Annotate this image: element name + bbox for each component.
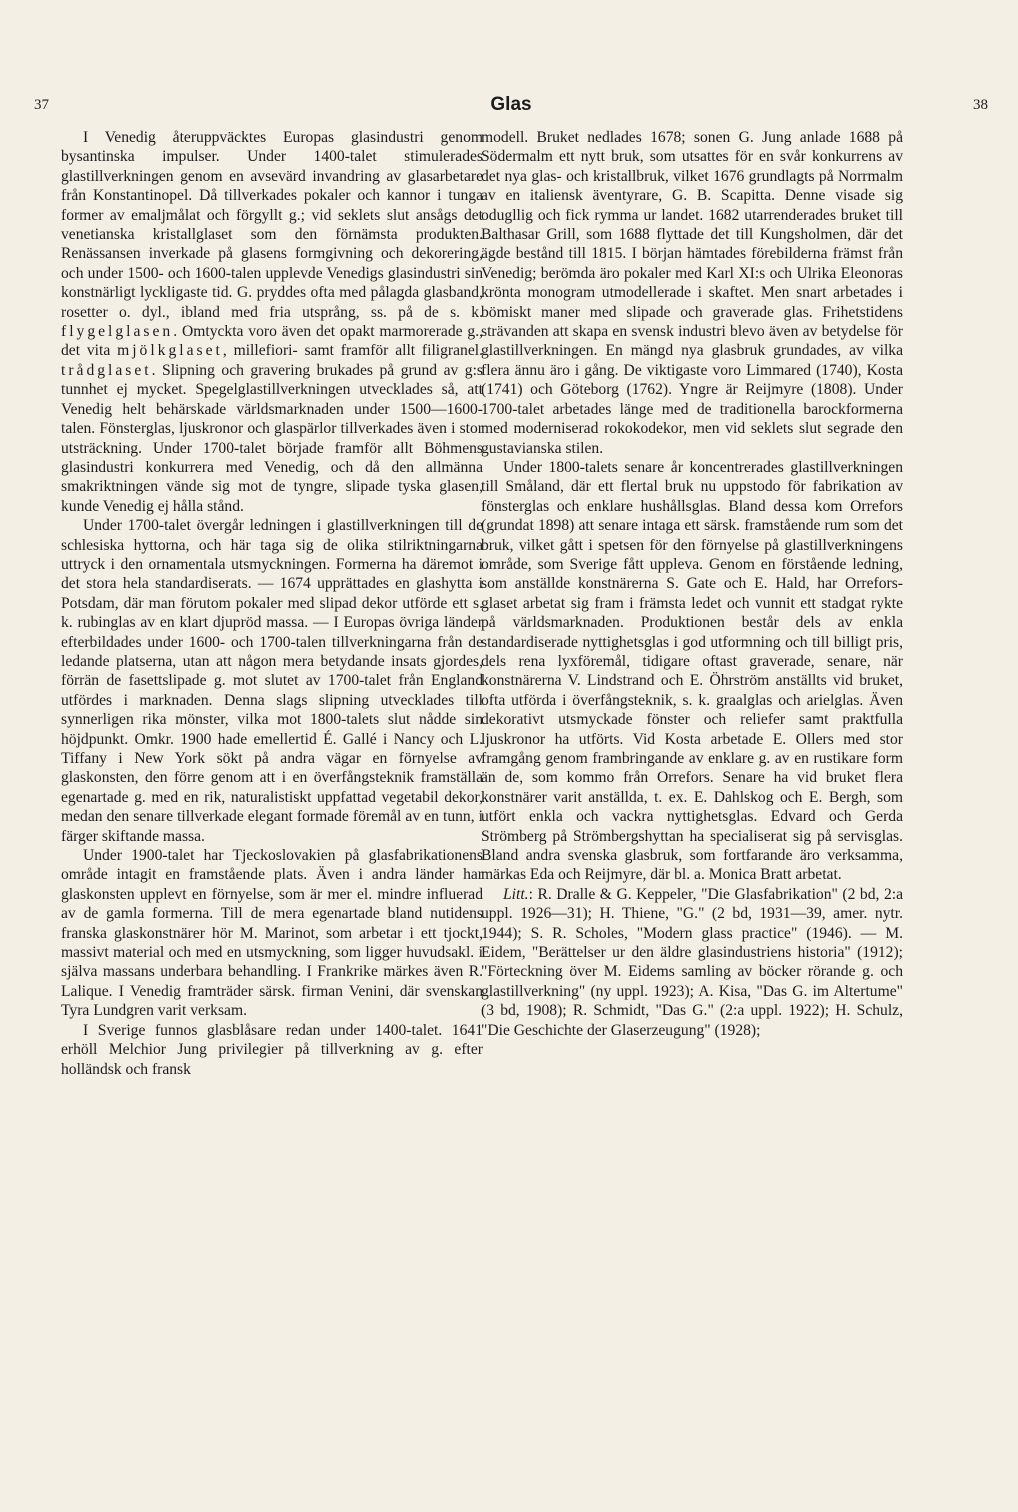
term-flygelglasen: flygelglasen xyxy=(61,323,174,341)
literature-paragraph xyxy=(481,885,903,1040)
paragraph: Under 1900-talet har Tjeckoslovakien på glasfabrikationens område intagit en framstående plats. Även i andra länder har glaskonsten upplevt en förnyelse, som är mer el. mindre influerad av de gamla formerna. Till de mera egenartade bland nutidens franska glaskonstnärer hör M. Marinot, som arbetar i ett tjockt, massivt material och med en utsmyckning, som ligger huvudsakl. i själva massans underbara behandling. I Frankrike märkes även R. Lalique. I Venedig framträder särsk. firman Venini, där svenskan Tyra Lundgren varit verksam. xyxy=(61,847,483,1020)
literature-text: : R. Dralle & G. Keppeler, "Die Glasfabrikation" (2 bd, 2:a uppl. 1926—31); H. Thiene, "G." (2 bd, 1931—39, amer. nytr. 1944); S. R. Scholes, "Modern glass practice" (1946). — M. Eidem, "Berättelser ur den äldre glasindustriens historia" (1912); "Förteckning över M. Eidems samling av böcker rörande g. och glastillverkning" (ny uppl. 1923); A. Kisa, "Das G. im Altertume" (3 bd, 1908); R. Schmidt, "Das G." (2:a uppl. 1922); H. Schulz, "Die Geschichte der Glaserzeugung" (1928); xyxy=(481,885,903,1039)
term-tradglaset: trådglaset xyxy=(61,361,152,379)
paragraph-text: . Slipning och gravering brukades på grund av g:s tunnhet ej mycket. Spegelglastillverkningen utvecklades så, att Venedig helt behärskade världsmarknaden under 1500—1600-talen. Fönsterglas, ljuskronor och glaspärlor tillverkades även i stor utsträckning. Under 1700-talet började framför allt Böhmens glasindustri konkurrera med Venedig, och då den allmänna smakriktningen vände sig mot de tyngre, slipade tyska glasen, kunde Venedig ej hålla stånd. xyxy=(61,361,483,515)
paragraph: Under 1700-talet övergår ledningen i glastillverkningen till de schlesiska hyttorna, och här taga sig de olika stilriktningarna uttryck i den ornamentala utsmyckningen. Formerna ha däremot i det stora hela standardiserats. — 1674 upprättades en glashytta i Potsdam, där man förutom pokaler med slipad dekor utförde ett s. k. rubinglas av en klart djupröd massa. — I Europas övriga länder efterbildades under 1600- och 1700-talen tillverkningarna från de ledande platserna, utan att någon mera betydande insats gjordes, förrän de fasettslipade g. mot slutet av 1700-talet från England utfördes i marknaden. Denna slags slipning utvecklades till synnerligen rika mönster, vilka mot 1800-talets slut nådde sin höjdpunkt. Omkr. 1900 hade emellertid É. Gallé i Nancy och L. Tiffany i New York sökt på andra vägar en förnyelse av glaskonsten, den förre genom att i en överfångsteknik framställa egenartade g. med en rik, naturalistiskt uppfattad vegetabil dekor, medan den senare tillverkade elegant formade föremål av en tunn, i färger skiftande massa. xyxy=(61,517,483,845)
left-column xyxy=(61,128,483,1079)
running-title: Glas xyxy=(490,94,532,115)
paragraph-text: I Venedig återuppväcktes Europas glasindustri genom bysantinska impulser. Under 1400-talet stimulerades glastillverkningen genom en avsevärd invandring av glasarbetare från Konstantinopel. Då tillverkades pokaler och kannor i tunga former av emaljmålat och förgyllt g.; vid seklets slut ansågs det venetianska kristallglaset som den förnämsta produkten. Renässansen inverkade på glasens formgivning och dekorering, och under 1500- och 1600-talen upplevde Venedigs glasindustri sin konstnärligt lyckligaste tid. G. pryddes ofta med pålagda glasband, rosetter o. dyl., ibland med fria utsprång, ss. på de s. k. xyxy=(61,129,483,321)
paragraph-text: . Omtyckta voro även det opakt marmorerade g., det vita xyxy=(61,323,483,360)
page-number-left: 37 xyxy=(34,96,49,113)
paragraph: I Sverige funnos glasblåsare redan under 1400-talet. 1641 erhöll Melchior Jung privilegier på tillverkning av g. efter holländsk och fransk xyxy=(61,1021,483,1078)
literature-label: Litt. xyxy=(503,885,529,903)
page-number-right: 38 xyxy=(973,96,988,113)
right-column xyxy=(481,128,903,1040)
paragraph-text: , millefiori- samt framför allt filigranel. xyxy=(222,342,483,360)
running-header xyxy=(34,92,988,118)
paragraph: modell. Bruket nedlades 1678; sonen G. Jung anlade 1688 på Södermalm ett nytt bruk, som utsattes för en svår konkurrens av det nya glas- och kristallbruk, vilket 1676 grundlagts på Norrmalm av en italiensk äventyrare, G. B. Scapitta. Denne visade sig odugllig och fick rymma ur landet. 1682 utarrenderades bruket till Balthasar Grill, som 1688 flyttade det till Kungsholmen, där det ägde bestånd till 1815. I början hämtades förebilderna främst från Venedig; berömda äro pokaler med Karl XI:s och Ulrika Eleonoras krönta monogram utmodellerade i skaftet. Men snart arbetades i bömiskt maner med slipade och graverade glas. Frihetstidens strävanden att skapa en svensk industri blevo även av betydelse för glastillverkningen. En mängd nya glasbruk grundades, av vilka flera ännu äro i gång. De viktigaste voro Limmared (1740), Kosta (1741) och Göteborg (1762). Yngre är Reijmyre (1808). Under 1700-talet arbetades länge med de traditionella barockformerna med moderniserad rokokodekor, men vid seklets slut segrade den gustavianska stilen. xyxy=(481,129,903,457)
paragraph: Under 1800-talets senare år koncentrerades glastillverkningen till Småland, där ett flertal bruk nu uppstodo för fabrikation av fönsterglas och enklare hushållsglas. Bland dessa kom Orrefors (grundat 1898) att senare intaga ett särsk. framstående rum som det bruk, vilket gått i spetsen för den förnyelse på glastillverkningens område, som Sverige fått uppleva. Genom en förstående ledning, som anställde konstnärerna S. Gate och E. Hald, har Orrefors-glaset arbetat sig fram i främsta ledet och vunnit ett stadgat rykte på världsmarknaden. Produktionen består dels av enkla standardiserade nyttighetsglas i god utformning och till billigt pris, dels rena lyxföremål, tidigare oftast graverade, senare, när konstnärerna V. Lindstrand och E. Öhrström anställts vid bruket, ofta utförda i överfångsteknik, s. k. graalglas och arielglas. Även dekorativt utsmyckade fönster och reliefer samt praktfulla ljuskronor ha utförts. Vid Kosta arbetade E. Ollers med stor framgång genom frambringande av enklare g. av en rustikare form än de, som kommo från Orrefors. Senare ha vid bruket flera konstnärer varit anställda, t. ex. E. Dahlskog och E. Bergh, som utfört enkla och vackra nyttighetsglas. Edvard och Gerda Strömberg på Strömbergshyttan ha specialiserat sig på servisglas. Bland andra svenska glasbruk, som fortfarande äro verksamma, märkas Eda och Reijmyre, där bl. a. Monica Bratt arbetat. xyxy=(481,458,903,884)
paragraph xyxy=(61,128,483,516)
term-mjolkglaset: mjölkglaset xyxy=(117,342,223,360)
